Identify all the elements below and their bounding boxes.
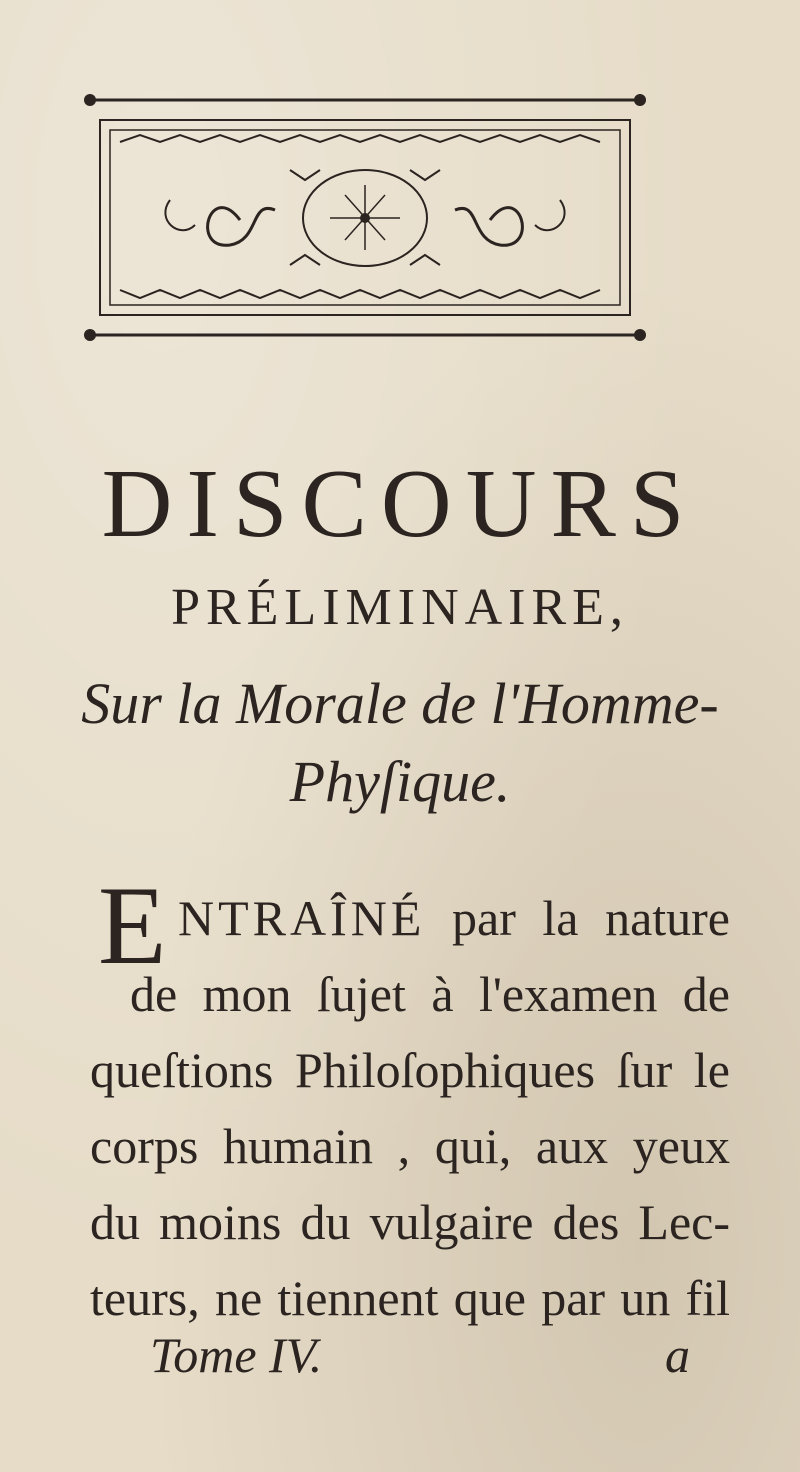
title-discours: DISCOURS: [101, 450, 699, 558]
small-caps-word: NTRAÎNÉ: [178, 890, 426, 946]
body-line-4: corps humain , qui, aux yeux: [90, 1118, 730, 1174]
subtitle-line-1: Sur la Morale de l'Homme-: [81, 671, 719, 736]
page-footer: [150, 1326, 690, 1384]
body-line-6: teurs, ne tiennent que par un fil: [90, 1270, 730, 1326]
body-line-1: [178, 880, 730, 956]
body-line-2: de mon ſujet à l'examen de: [130, 966, 730, 1022]
body-line-1-tail: par la nature: [452, 890, 730, 946]
signature-left: Tome IV.: [150, 1327, 323, 1383]
signature-right: a: [665, 1327, 690, 1383]
body-line-3: queſtions Philoſophiques ſur le: [90, 1042, 730, 1098]
title-preliminaire: PRÉLIMINAIRE,: [171, 579, 629, 636]
body-line-5: du moins du vulgaire des Lec-: [90, 1194, 730, 1250]
subtitle-line-2: Phyſique.: [289, 749, 511, 814]
drop-cap: E: [98, 864, 167, 988]
ornamental-headpiece: [60, 80, 670, 370]
